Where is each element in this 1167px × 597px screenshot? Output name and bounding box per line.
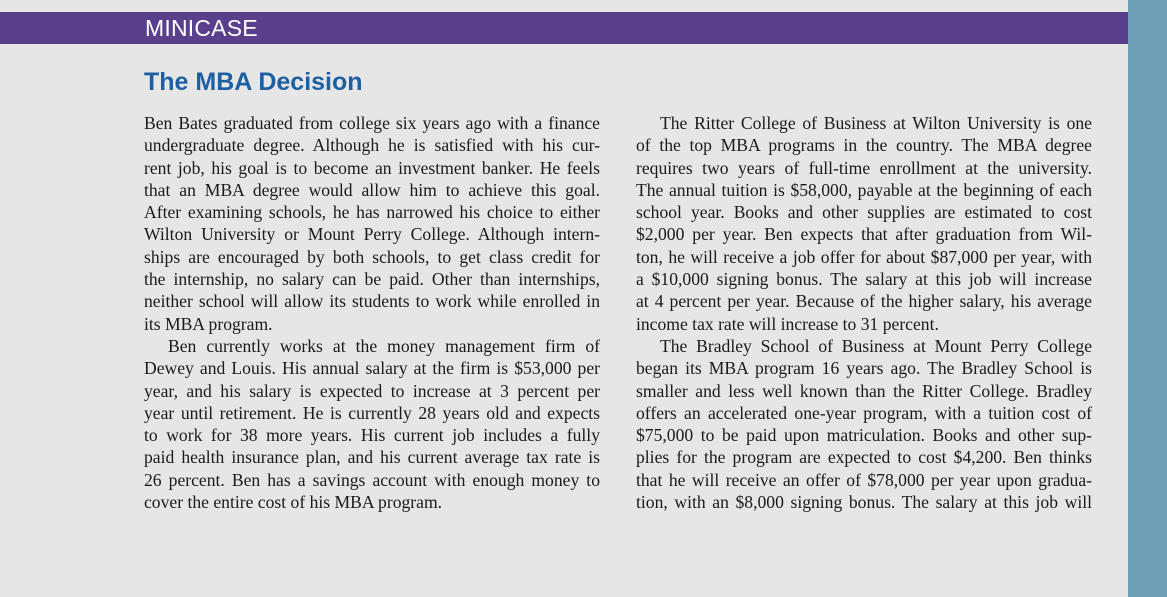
text-line: $75,000 to be paid upon matriculation. Books and other sup- [636,425,1092,446]
text-line: offers an accelerated one-year program, with a tuition cost of [636,402,1092,423]
text-line: year until retirement. He is currently 28 years old and expects [144,402,600,423]
case-title: The MBA Decision [144,68,363,96]
text-line: The Ritter College of Business at Wilton University is one [660,113,1092,133]
text-line: tion, with an $8,000 signing bonus. The salary at this job will [636,492,1092,513]
text-line: that he will receive an offer of $78,000 per year upon gradua- [636,469,1092,490]
text-line: of the top MBA programs in the country. The MBA degree [636,135,1092,156]
paragraph-current-job [144,335,600,513]
right-text-column [636,112,1092,513]
text-line: $2,000 per year. Ben expects that after graduation from Wil- [636,224,1092,245]
text-line: that an MBA degree would allow him to achieve this goal. [144,179,600,200]
text-line: The annual tuition is $58,000, payable at the beginning of each [636,179,1092,200]
text-line: The Bradley School of Business at Mount Perry College [660,335,1092,356]
text-line: plies for the program are expected to cost $4,200. Ben thinks [636,447,1092,468]
text-line: rent job, his goal is to become an investment banker. He feels [144,157,600,178]
paragraph-bradley-school [636,335,1092,513]
text-line: 26 percent. Ben has a savings account with enough money to [144,469,600,490]
text-line: undergraduate degree. Although he is satisfied with his cur- [144,135,600,156]
text-line: paid health insurance plan, and his current average tax rate is [144,447,600,468]
text-line: the internship, no salary can be paid. Other than internships, [144,269,600,290]
section-label: MINICASE [145,15,258,41]
text-line: its MBA program. [144,313,273,334]
top-margin-strip [0,0,1128,12]
left-text-column [144,112,600,513]
text-line: Wilton University or Mount Perry College. Although intern- [144,224,600,245]
text-line: Ben Bates graduated from college six years ago with a finance [144,113,600,133]
text-line: a $10,000 signing bonus. The salary at this job will increase [636,269,1092,290]
text-line: cover the entire cost of his MBA program. [144,492,443,513]
paragraph-ritter-college [636,112,1092,335]
text-line: After examining schools, he has narrowed his choice to either [144,202,600,223]
text-line: income tax rate will increase to 31 percent. [636,313,939,334]
text-line: smaller and less well known than the Ritter College. Bradley [636,380,1092,401]
paragraph-ben-background [144,112,600,335]
text-line: neither school will allow its students to work while enrolled in [144,291,600,312]
text-line: requires two years of full-time enrollment at the university. [636,157,1092,178]
text-line: ships are encouraged by both schools, to get class credit for [144,246,600,267]
text-line: Ben currently works at the money management firm of [168,335,600,356]
page-edge-bar [1128,0,1167,597]
text-line: ton, he will receive a job offer for about $87,000 per year, with [636,246,1092,267]
text-line: school year. Books and other supplies are estimated to cost [636,202,1092,223]
minicase-banner [0,12,1128,44]
text-line: Dewey and Louis. His annual salary at the firm is $53,000 per [144,358,600,379]
text-line: began its MBA program 16 years ago. The Bradley School is [636,358,1092,379]
text-line: year, and his salary is expected to increase at 3 percent per [144,380,600,401]
text-line: to work for 38 more years. His current job includes a fully [144,425,600,446]
text-line: at 4 percent per year. Because of the higher salary, his average [636,291,1092,312]
